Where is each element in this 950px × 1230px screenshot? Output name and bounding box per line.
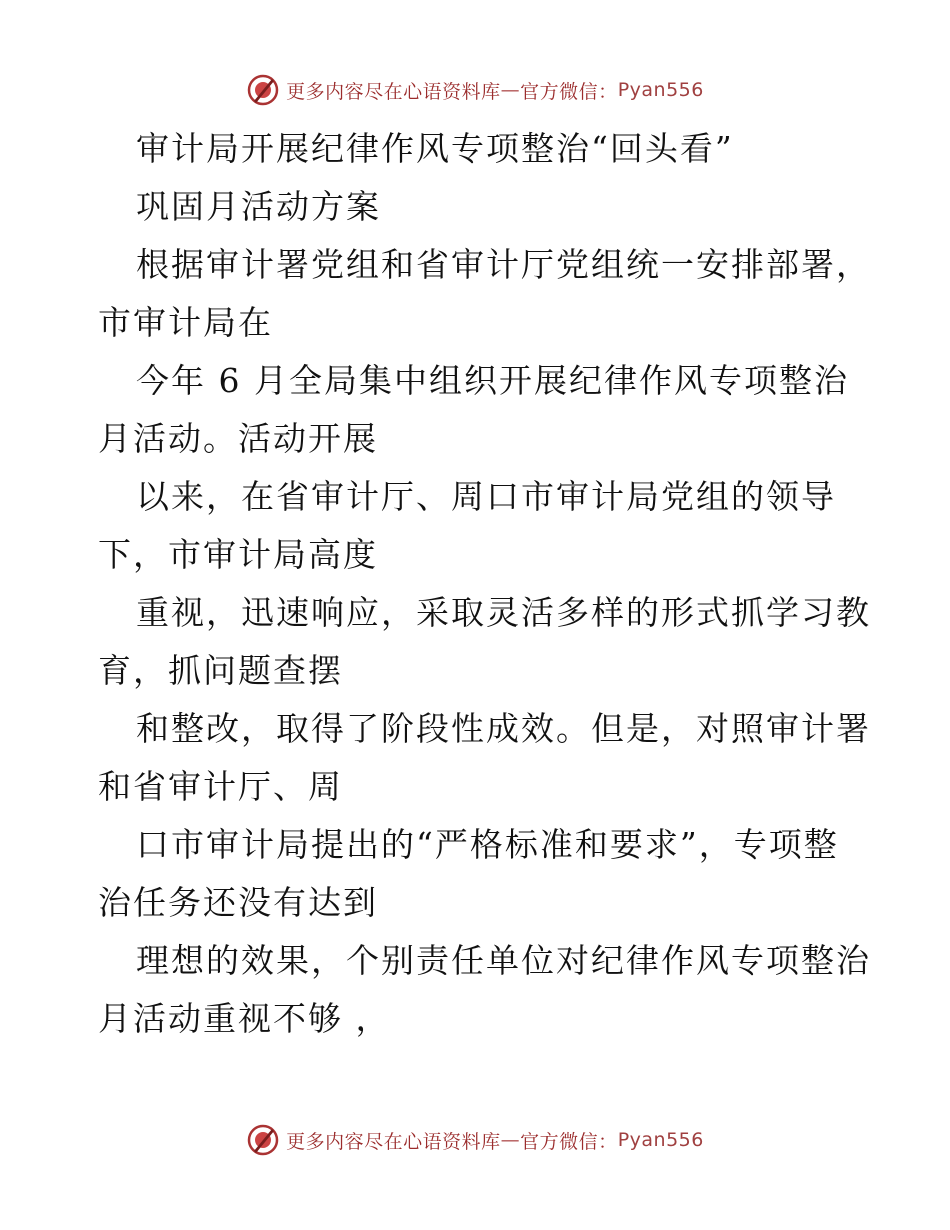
paragraph-line: 和整改，取得了阶段性成效。但是，对照审计署 xyxy=(136,709,871,748)
paragraph-line: 口市审计局提出的“严格标准和要求”，专项整 xyxy=(136,825,839,864)
header-watermark xyxy=(0,70,950,110)
paragraph-line: 治任务还没有达到 xyxy=(98,883,378,922)
paragraph-line: 今年 6 月全局集中组织开展纪律作风专项整治 xyxy=(136,361,849,400)
paragraph-line: 理想的效果，个别责任单位对纪律作风专项整治 xyxy=(136,941,871,980)
quill-logo-icon xyxy=(246,73,280,107)
paragraph-line: 育，抓问题查摆 xyxy=(98,651,343,690)
banner-separator: — xyxy=(500,79,521,101)
paragraph-line: 月活动重视不够 ， xyxy=(98,999,391,1038)
wechat-id: Pyan556 xyxy=(617,79,704,101)
paragraph-line: 下，市审计局高度 xyxy=(98,535,378,574)
footer-watermark xyxy=(0,1120,950,1160)
wechat-label: 官方微信： xyxy=(520,80,618,103)
paragraph-line: 以来，在省审计厅、周口市审计局党组的领导 xyxy=(136,477,836,516)
wechat-id: Pyan556 xyxy=(617,1129,704,1151)
paragraph-line: 市审计局在 xyxy=(98,303,273,342)
quill-logo-icon xyxy=(246,1123,280,1157)
banner-text: 更多内容尽在心语资料库 xyxy=(286,1130,501,1153)
paragraph-line: 和省审计厅、周 xyxy=(98,767,343,806)
banner-text: 更多内容尽在心语资料库 xyxy=(286,80,501,103)
wechat-label: 官方微信： xyxy=(520,1130,618,1153)
paragraph-line: 月活动。活动开展 xyxy=(98,419,378,458)
document-title-line-2: 巩固月活动方案 xyxy=(136,187,381,226)
document-title-line-1: 审计局开展纪律作风专项整治“回头看” xyxy=(136,129,734,168)
paragraph-line: 重视，迅速响应，采取灵活多样的形式抓学习教 xyxy=(136,593,871,632)
paragraph-line: 根据审计署党组和省审计厅党组统一安排部署， xyxy=(136,245,871,284)
banner-separator: — xyxy=(500,1129,521,1151)
